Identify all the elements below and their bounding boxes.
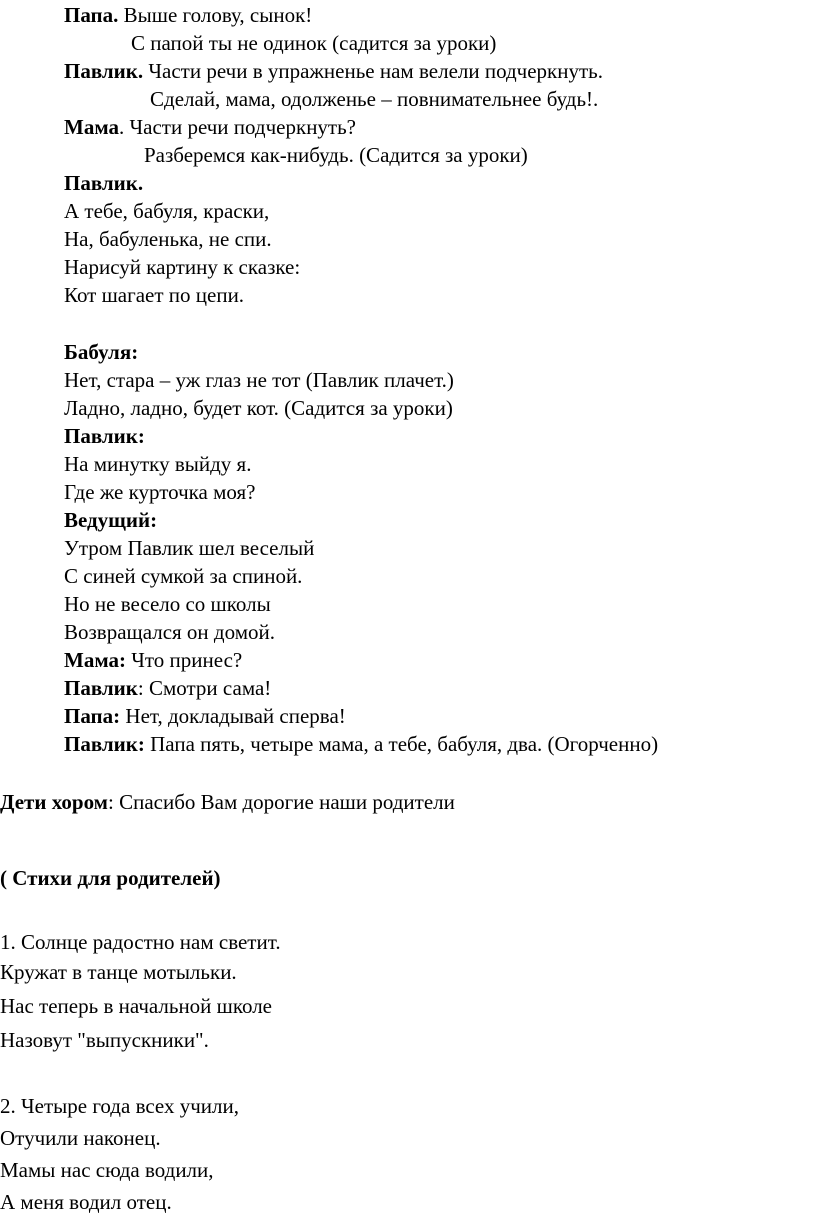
line-text: Нас теперь в начальной школе	[0, 994, 273, 1018]
dialogue-line	[64, 478, 256, 506]
dialogue-line	[64, 590, 271, 618]
dialogue-line	[64, 253, 300, 281]
dialogue-line	[64, 338, 138, 366]
speaker-name: Папа.	[64, 3, 119, 27]
speaker-name: Павлик.	[64, 171, 144, 195]
dialogue-line	[64, 618, 275, 646]
line-text: Кружат в танце мотыльки.	[0, 960, 237, 984]
dialogue-line	[0, 788, 455, 816]
dialogue-line	[64, 113, 356, 141]
dialogue-line	[64, 674, 271, 702]
dialogue-line	[64, 506, 157, 534]
poem-line	[0, 1188, 172, 1216]
poem-line	[0, 1124, 161, 1152]
line-text: Возвращался он домой.	[64, 620, 275, 644]
dialogue-line	[150, 85, 598, 113]
poem-line	[0, 1156, 214, 1184]
line-text: А тебе, бабуля, краски,	[64, 199, 270, 223]
line-text: Кот шагает по цепи.	[64, 283, 245, 307]
speaker-name: Павлик:	[64, 732, 145, 756]
section-heading	[0, 864, 221, 892]
line-text: : Спасибо Вам дорогие наши родители	[107, 790, 455, 814]
poem-line	[0, 1026, 209, 1054]
speaker-name: Павлик	[64, 676, 138, 700]
line-text: Где же курточка моя?	[64, 480, 256, 504]
line-text: Назовут "выпускники".	[0, 1028, 209, 1052]
poem-line	[0, 928, 281, 956]
line-text: Ладно, ладно, будет кот. (Садится за уроки)	[64, 396, 453, 420]
line-text: Нет, докладывай сперва!	[120, 704, 346, 728]
speaker-name: Мама:	[64, 648, 126, 672]
dialogue-line	[64, 169, 143, 197]
dialogue-line	[64, 646, 242, 674]
dialogue-line	[64, 366, 454, 394]
dialogue-line	[131, 29, 496, 57]
line-text: Мамы нас сюда водили,	[0, 1158, 214, 1182]
line-text: Части речи в упражненье нам велели подчеркнуть.	[143, 59, 603, 83]
dialogue-line	[64, 281, 244, 309]
poem-line	[0, 958, 237, 986]
speaker-name: Дети хором	[0, 790, 108, 814]
dialogue-line	[64, 730, 658, 758]
poem-line	[0, 992, 272, 1020]
dialogue-line	[64, 534, 314, 562]
dialogue-line	[64, 562, 302, 590]
line-text: С синей сумкой за спиной.	[64, 564, 303, 588]
poem-line	[0, 1092, 239, 1120]
dialogue-line	[64, 225, 272, 253]
line-text: Разберемся как-нибудь. (Садится за уроки)	[144, 143, 528, 167]
line-text: Отучили наконец.	[0, 1126, 161, 1150]
dialogue-line	[64, 1, 312, 29]
dialogue-line	[64, 450, 251, 478]
dialogue-line	[64, 197, 269, 225]
line-text: 2. Четыре года всех учили,	[0, 1094, 239, 1118]
dialogue-line	[64, 702, 346, 730]
speaker-name: Ведущий:	[64, 508, 158, 532]
line-text: Но не весело со школы	[64, 592, 271, 616]
dialogue-line	[64, 422, 145, 450]
speaker-name: Папа:	[64, 704, 121, 728]
line-text: 1. Солнце радостно нам светит.	[0, 930, 281, 954]
line-text: На, бабуленька, не спи.	[64, 227, 272, 251]
line-text: Утром Павлик шел веселый	[64, 536, 315, 560]
line-text: Папа пять, четыре мама, а тебе, бабуля, два. (Огорченно)	[144, 732, 659, 756]
speaker-name: Павлик.	[64, 59, 144, 83]
line-text: Что принес?	[125, 648, 243, 672]
line-text: Нарисуй картину к сказке:	[64, 255, 301, 279]
line-text: А меня водил отец.	[0, 1190, 172, 1214]
dialogue-line	[64, 394, 453, 422]
line-text: Сделай, мама, одолженье – повнимательнее будь!.	[150, 87, 599, 111]
line-text: С папой ты не одинок (садится за уроки)	[131, 31, 497, 55]
heading-text: ( Стихи для родителей)	[0, 866, 221, 890]
dialogue-line	[64, 57, 603, 85]
line-text: Нет, стара – уж глаз не тот (Павлик плачет.)	[64, 368, 454, 392]
dialogue-line	[144, 141, 528, 169]
speaker-name: Бабуля:	[64, 340, 139, 364]
line-text: На минутку выйду я.	[64, 452, 252, 476]
line-text: : Смотри сама!	[137, 676, 272, 700]
line-text: . Части речи подчеркнуть?	[118, 115, 357, 139]
line-text: Выше голову, сынок!	[118, 3, 313, 27]
speaker-name: Павлик:	[64, 424, 145, 448]
speaker-name: Мама	[64, 115, 119, 139]
